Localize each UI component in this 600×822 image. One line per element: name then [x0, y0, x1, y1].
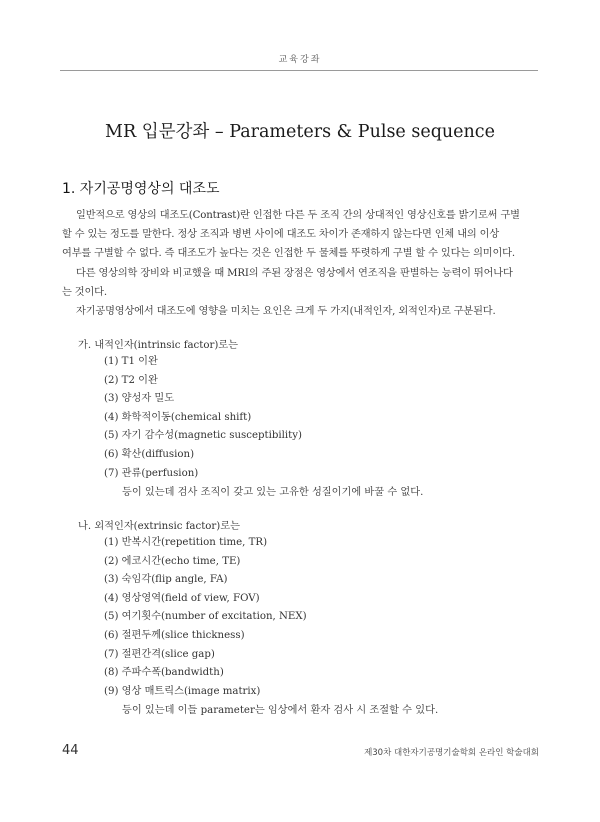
- list-item: (5) 자기 감수성(magnetic susceptibility): [104, 430, 302, 442]
- intrinsic-factor-list: [104, 353, 302, 483]
- intrinsic-factor-heading: 가. 내적인자(intrinsic factor)로는: [78, 340, 238, 351]
- paragraph-line: 자기공명영상에서 대조도에 영향을 미치는 요인은 크게 두 가지(내적인자, 외적인자)로 구분된다.: [76, 306, 496, 317]
- paragraph-mri-advantage: [62, 264, 540, 302]
- list-item: (3) 양성자 밀도: [104, 393, 175, 405]
- page-number: 44: [62, 743, 79, 758]
- paragraph-contrast-definition: [62, 206, 540, 263]
- list-item: (7) 관류(perfusion): [104, 467, 199, 479]
- paragraph-line: 여부를 구별할 수 없다. 즉 대조도가 높다는 것은 인접한 두 물체를 뚜렷하게 구별 할 수 있다는 의미이다.: [62, 248, 515, 259]
- intrinsic-factor-note: 등이 있는데 검사 조직이 갖고 있는 고유한 성질이기에 바꿀 수 없다.: [122, 487, 424, 498]
- extrinsic-factor-heading: 나. 외적인자(extrinsic factor)로는: [78, 521, 240, 532]
- list-item: (8) 주파수폭(bandwidth): [104, 667, 224, 679]
- list-item: (1) T1 이완: [104, 356, 158, 367]
- extrinsic-factor-list: [104, 534, 307, 701]
- paragraph-line: 는 것이다.: [62, 287, 107, 298]
- page-title: MR 입문강좌 – Parameters & Pulse sequence: [105, 122, 495, 142]
- paragraph-line: 일반적으로 영상의 대조도(Contrast)란 인접한 다른 두 조직 간의 상대적인 영상신호를 밝기로써 구별: [76, 210, 520, 221]
- paragraph-contrast-factors: [62, 302, 540, 321]
- list-item: (7) 절편간격(slice gap): [104, 648, 215, 660]
- list-item: (6) 확산(diffusion): [104, 448, 195, 460]
- list-item: (1) 반복시간(repetition time, TR): [104, 537, 268, 548]
- list-item: (4) 화학적이동(chemical shift): [104, 411, 252, 423]
- list-item: (5) 여기횟수(number of excitation, NEX): [104, 611, 307, 623]
- running-header: 교육강좌: [278, 55, 322, 65]
- paragraph-line: 할 수 있는 정도를 말한다. 정상 조직과 병변 사이에 대조도 차이가 존재하지 않는다면 인체 내의 이상: [62, 229, 500, 240]
- header-divider: [60, 70, 538, 71]
- paragraph-line: 다른 영상의학 장비와 비교했을 때 MRI의 주된 장점은 영상에서 연조직을 판별하는 능력이 뛰어나다: [76, 268, 513, 279]
- section-heading: 1. 자기공명영상의 대조도: [62, 181, 220, 197]
- footer-conference-name: 제30차 대한자기공명기술학회 온라인 학술대회: [364, 748, 539, 758]
- list-item: (4) 영상영역(field of view, FOV): [104, 592, 260, 604]
- list-item: (2) 에코시간(echo time, TE): [104, 555, 241, 567]
- list-item: (6) 절편두께(slice thickness): [104, 629, 245, 641]
- list-item: (9) 영상 매트릭스(image matrix): [104, 685, 261, 697]
- list-item: (2) T2 이완: [104, 374, 158, 386]
- list-item: (3) 숙임각(flip angle, FA): [104, 574, 228, 586]
- extrinsic-factor-note: 등이 있는데 이들 parameter는 임상에서 환자 검사 시 조절할 수 있다.: [122, 705, 439, 716]
